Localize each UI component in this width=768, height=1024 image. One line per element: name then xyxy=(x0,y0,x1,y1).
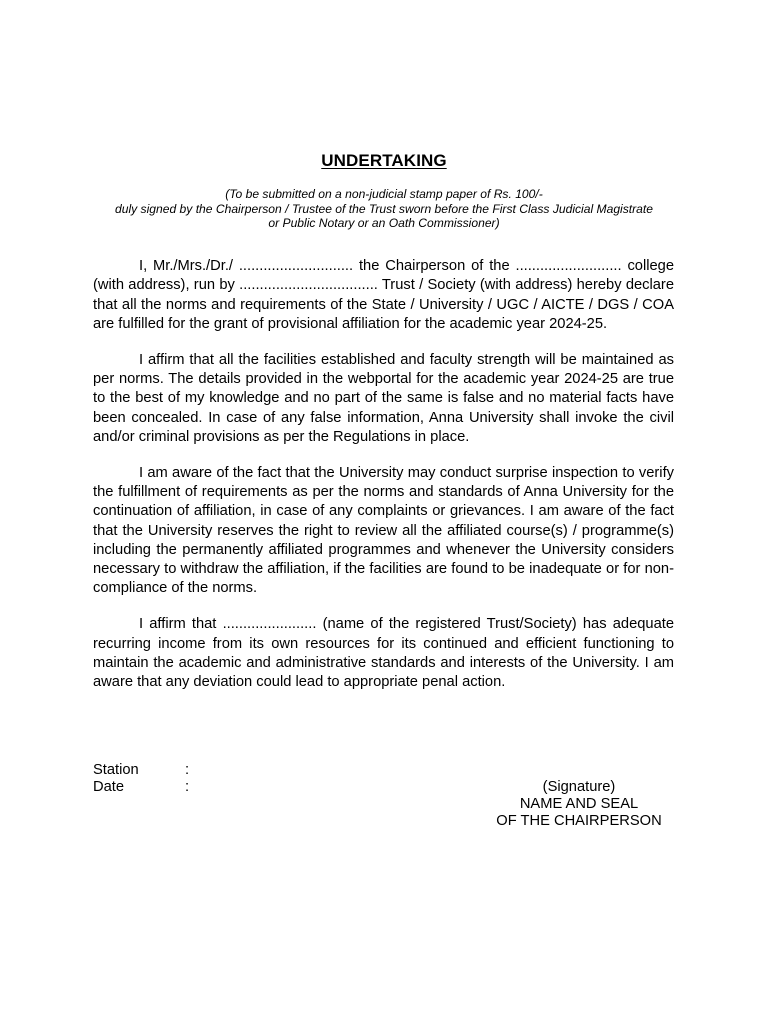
submission-instructions xyxy=(60,187,708,231)
instruction-line-1: (To be submitted on a non-judicial stamp paper of Rs. 100/- xyxy=(225,187,543,201)
station-row xyxy=(93,762,674,779)
facilities-affirmation-paragraph: I affirm that all the facilities established and faculty strength will be maintained as per norms. The details provided in the webportal for the academic year 2024-25 are true to the best of my knowledge and no part of the same is false and no material facts have been concealed. In case of any false information, Anna University shall invoke the civil and/or criminal provisions as per the Regulations in place. xyxy=(93,351,674,445)
name-and-seal-label: NAME AND SEAL xyxy=(519,796,639,812)
station-label: Station xyxy=(93,762,139,778)
signature-label: (Signature) xyxy=(542,779,616,795)
station-colon: : xyxy=(185,762,190,778)
income-affirmation-paragraph: I affirm that ....................... (name of the registered Trust/Society) has adequate recurring income from its own resources for its continued and efficient functioning to maintain the academic and administrative standards and interests of the University. I am aware that any deviation could lead to appropriate penal action. xyxy=(93,616,674,691)
chairperson-label: OF THE CHAIRPERSON xyxy=(496,813,662,829)
inspection-awareness-paragraph: I am aware of the fact that the University may conduct surprise inspection to verify the fulfillment of requirements as per the norms and standards of Anna University for the continuation of affiliation, in case of any complaints or grievances. I am aware of the fact that the University reserves the right to review all the affiliated course(s) / programme(s) including the permanently affiliated programmes and whenever the University considers necessary to withdraw the affiliation, if the facilities are found to be inadequate or for non-compliance of the norms. xyxy=(93,464,674,597)
undertaking-body xyxy=(93,257,674,709)
document-title: UNDERTAKING xyxy=(321,151,447,170)
instruction-line-3: or Public Notary or an Oath Commissioner) xyxy=(268,216,500,230)
signature-block xyxy=(470,779,688,830)
date-colon: : xyxy=(185,779,190,795)
instruction-line-2: duly signed by the Chairperson / Trustee of the Trust sworn before the First Class Judicial Magistrate xyxy=(115,201,653,216)
declaration-paragraph: I, Mr./Mrs./Dr./ ............................ the Chairperson of the .......................... college (with address), run by .................................. Trust / Society (with address) hereby declare that all the norms and requirements of the State / University / UGC / AICTE / DGS / COA are fulfilled for the grant of provisional affiliation for the academic year 2024-25. xyxy=(93,258,674,332)
date-label: Date xyxy=(93,779,125,795)
